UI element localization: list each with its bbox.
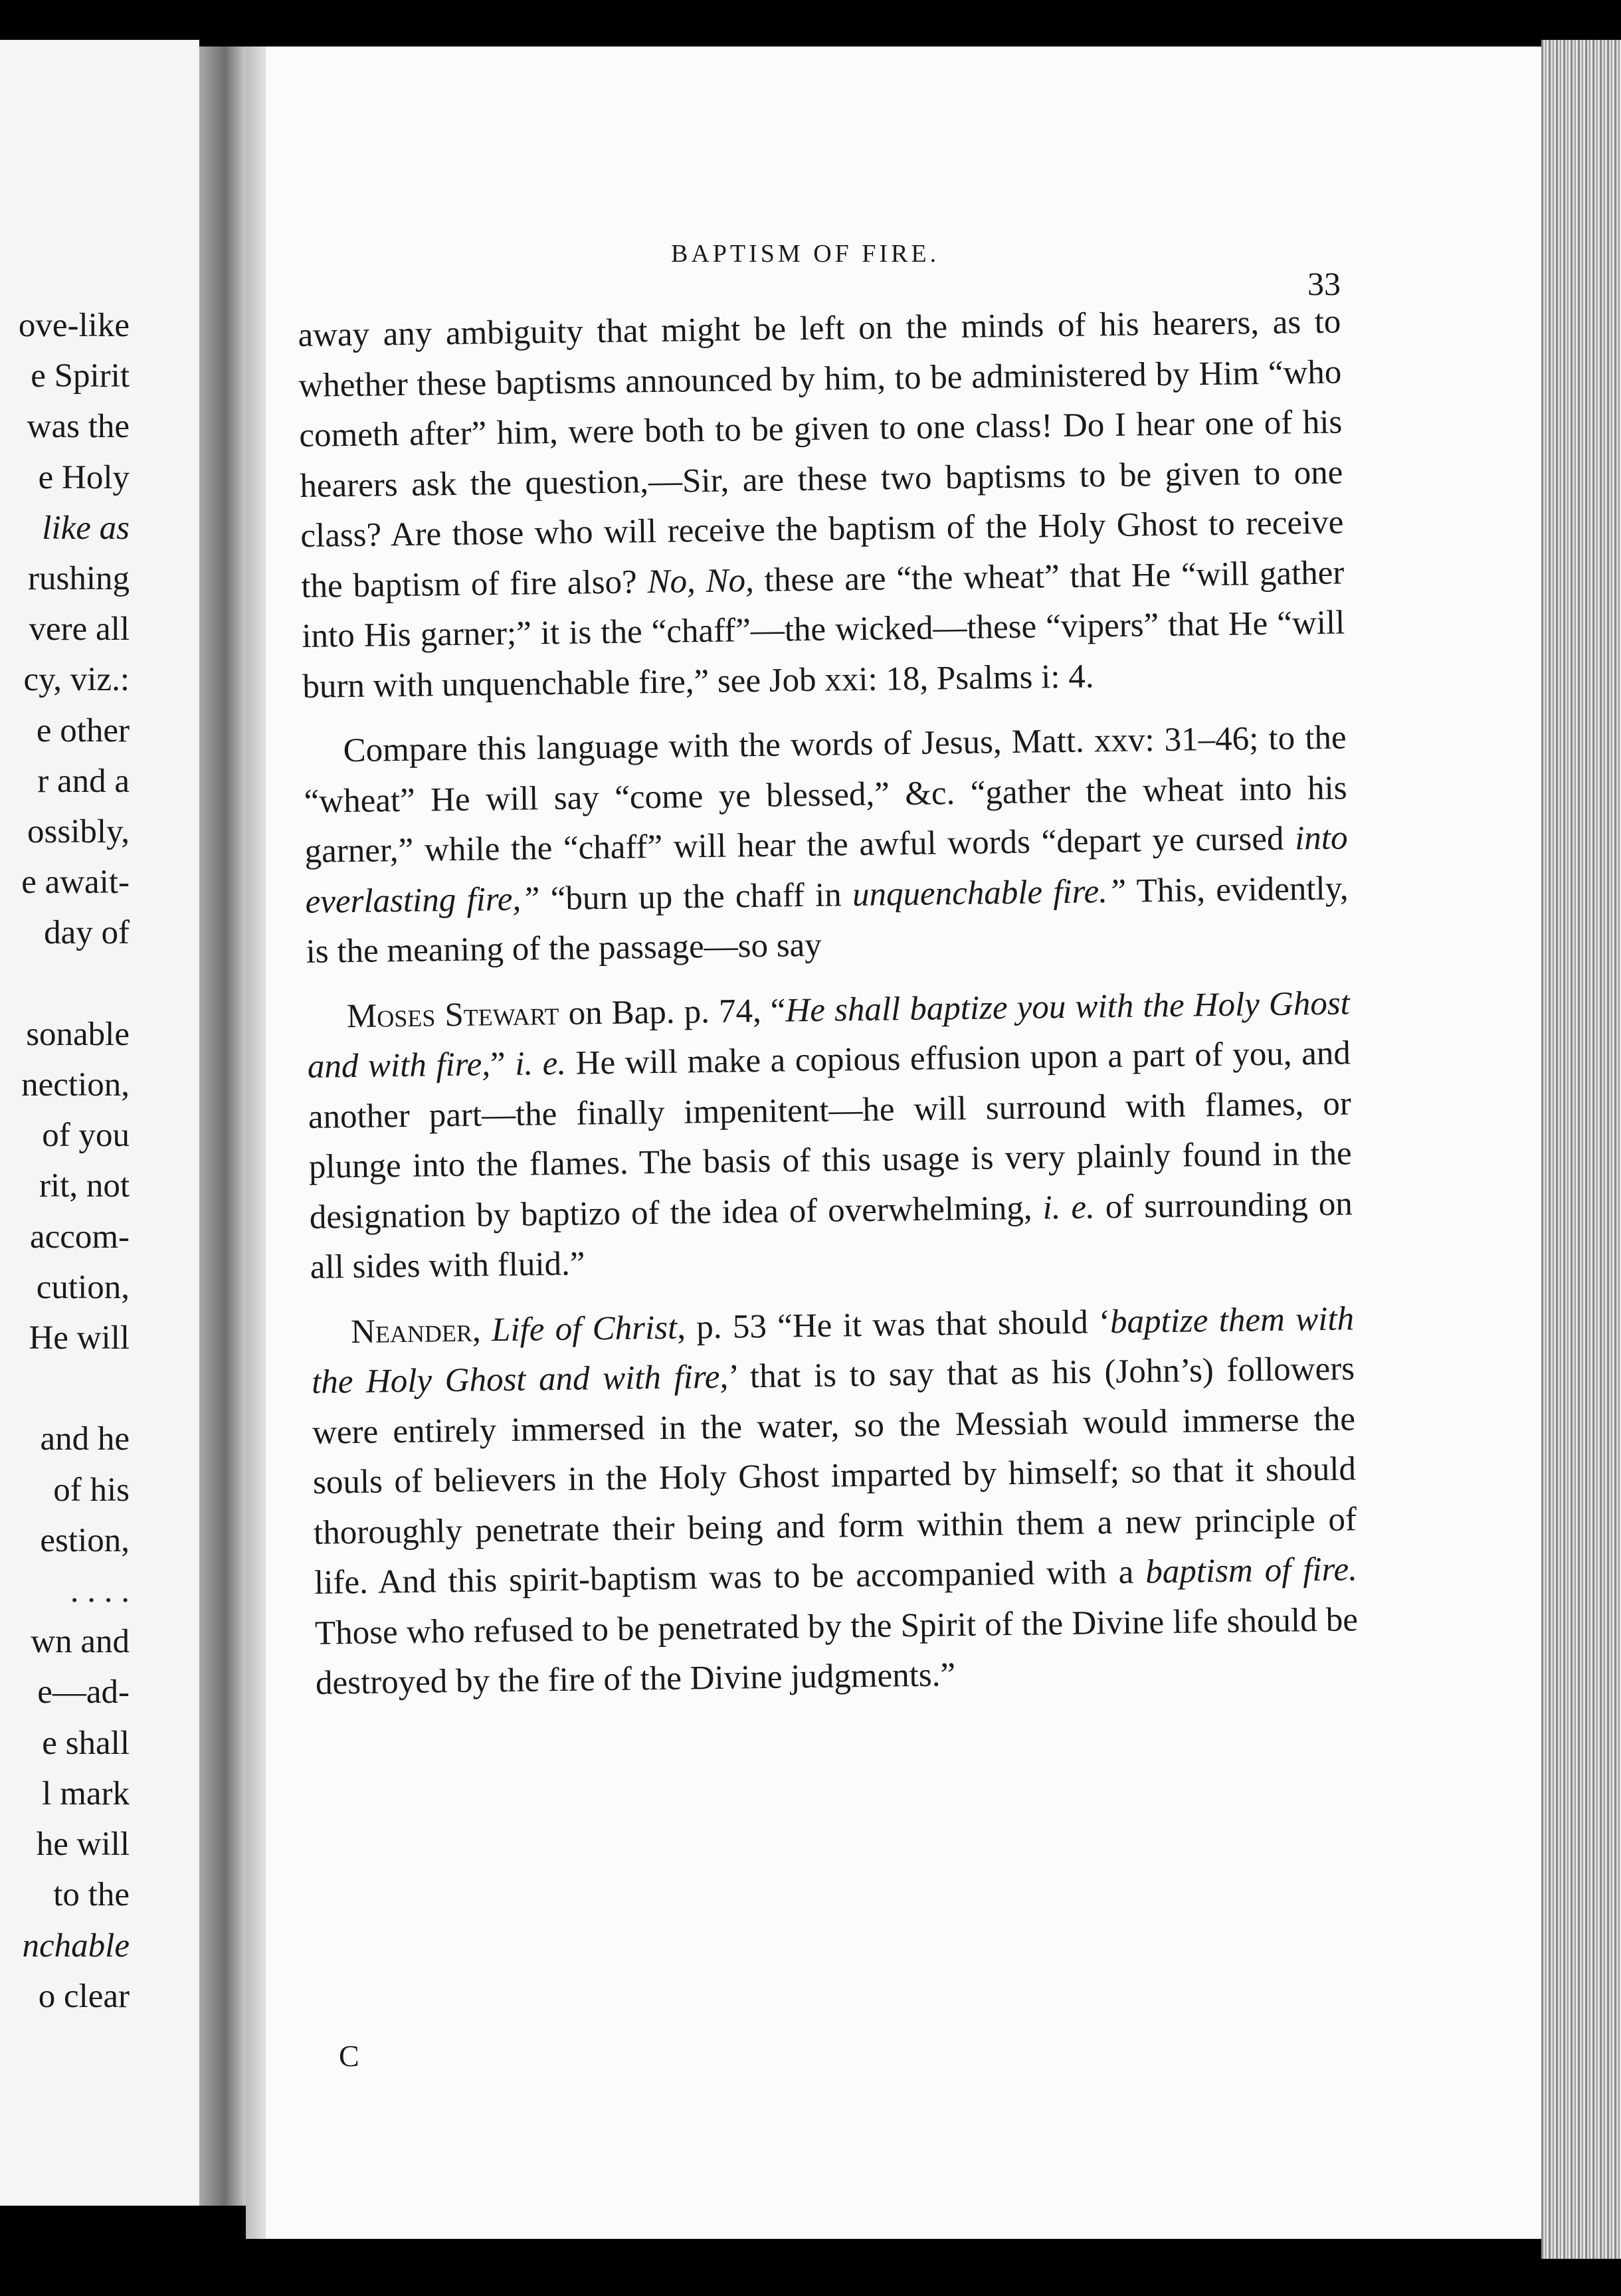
left-line: e Spirit	[31, 357, 130, 395]
left-line: . . . .	[70, 1573, 130, 1610]
text-run: of surrounding on all sides with fluid.”	[310, 1185, 1353, 1286]
left-page-text	[19, 300, 130, 2022]
left-line: ossibly,	[27, 813, 130, 851]
text-run: , p. 53 “He it was that should ‘	[676, 1303, 1111, 1347]
left-line: estion,	[40, 1521, 130, 1559]
left-line: to the	[53, 1876, 130, 1914]
paragraph-1	[298, 297, 1346, 712]
work-title: Life of Christ	[491, 1309, 678, 1349]
running-header: BAPTISM OF FIRE.	[671, 240, 940, 268]
left-line: accom-	[29, 1218, 130, 1256]
author-name: Moses Stewart	[346, 995, 559, 1035]
left-line: of his	[53, 1471, 130, 1509]
left-line: e shall	[42, 1724, 130, 1762]
text-run: “burn up the chaff in	[550, 876, 842, 917]
text-run: Those who refused to be penetrated by the Spirit of the Divine life should be destroyed by the fire of the Divine judgments.”	[314, 1600, 1359, 1702]
left-line: e await-	[21, 864, 130, 902]
left-line: rit, not	[39, 1167, 130, 1205]
text-run: ”	[490, 1046, 506, 1084]
left-line: r and a	[37, 762, 130, 800]
left-page	[0, 40, 199, 2206]
left-line: was the	[27, 408, 130, 446]
left-line: e—ad-	[37, 1674, 130, 1711]
italic-run: i. e.	[1042, 1188, 1096, 1226]
italic-run: No, No,	[647, 561, 755, 601]
italic-run: unquenchable fire.”	[852, 872, 1127, 913]
left-line: like as	[42, 509, 130, 547]
page-number: 33	[1307, 265, 1341, 302]
book-gutter-shadow	[199, 47, 246, 2206]
left-line: e other	[36, 712, 130, 749]
left-line: rushing	[28, 560, 130, 598]
italic-run: i. e.	[514, 1044, 567, 1083]
left-line: ove-like	[18, 307, 130, 344]
text-run: on Bap. p. 74, “	[568, 991, 786, 1032]
text-run: Compare this language with the words of Jesus, Matt. xxv: 31–46; to the “wheat” He will say “come ye blessed,” &c. “gather the wheat into his garner,” while the “chaff” will hear the awful words “depart ye cursed	[304, 719, 1347, 870]
italic-run: baptism of fire.	[1145, 1551, 1358, 1591]
italic-run: He shall baptize you with the Holy Ghost and with fire,	[307, 984, 1351, 1086]
left-line: of you	[42, 1117, 130, 1155]
left-line: nchable	[22, 1927, 130, 1964]
italic-run: into everlasting fire,”	[305, 819, 1348, 921]
page-body	[298, 297, 1359, 1709]
left-line: o clear	[38, 1977, 130, 2015]
text-run: This, evidently, is the meaning of the passage—so say	[306, 869, 1349, 971]
text-run: away any ambiguity that might be left on the minds of his hearers, as to whether these baptisms announced by him, to be administered by Him “who cometh after” him, were both to be given to one class! Do I hear one of his hearers ask the question,—Sir, are these two baptisms to be given to one class? Are those who will receive the baptism of the Holy Ghost to receive the baptism of fire also?	[298, 303, 1344, 605]
italic-run: baptize them with the Holy Ghost and with fire,	[311, 1299, 1355, 1401]
left-line: day of	[44, 914, 130, 952]
left-line: cution,	[36, 1268, 130, 1306]
left-line	[19, 959, 130, 1009]
text-run: these are “the wheat” that He “will gather into His garner;” it is the “chaff”—the wicked—these “vipers” that He “will burn with unquenchable fire,” see Job xxi: 18, Psalms i: 4.	[302, 553, 1345, 706]
left-line: nection,	[21, 1066, 130, 1104]
left-line: vere all	[29, 611, 130, 648]
left-line: he will	[36, 1826, 130, 1864]
author-name: Neander	[350, 1311, 473, 1351]
left-line: sonable	[26, 1015, 130, 1053]
paragraph-2	[303, 713, 1349, 977]
left-line: e Holy	[38, 458, 130, 496]
paragraph-3	[306, 979, 1353, 1293]
signature-mark: C	[339, 2039, 359, 2073]
left-line: He will	[29, 1319, 130, 1357]
paragraph-4: Neander, Life of Christ, p. 53 “He it was that should ‘baptize them with the Holy Ghost and with fire,’ that is to say that as his (John’s) followers were entirely immersed in the water, so the Messiah would immerse the souls of believers in the Holy Ghost imparted by himself; so that it should thoroughly penetrate their being and form within them a new principle of life. And this spirit-baptism was to be accompanied with a baptism of fire. Those who refused to be penetrated by the Spirit of the Divine life should be destroyed by the fire of the Divine judgments.”	[311, 1299, 1359, 1702]
page-edges	[1541, 40, 1621, 2259]
left-line: and he	[40, 1420, 130, 1458]
left-line: cy, viz.:	[23, 661, 130, 699]
left-line	[19, 1363, 130, 1414]
left-line: wn and	[31, 1623, 130, 1661]
left-line: l mark	[42, 1774, 130, 1812]
text-run: He will make a copious effusion upon a part of you, and another part—the finally impenitent—he will surround with flames, or plunge into the flames. The basis of this usage is very plainly found in the designation by baptizo of the idea of overwhelming,	[308, 1034, 1353, 1236]
text-run: ’ that is to say that as his (John’s) followers were entirely immersed in the water, so the Messiah would immerse the souls of believers in the Holy Ghost imparted by himself; so that it should thoroughly penetrate their being and form within them a new principle of life. And this spirit-baptism was to be accompanied with a	[312, 1350, 1357, 1602]
